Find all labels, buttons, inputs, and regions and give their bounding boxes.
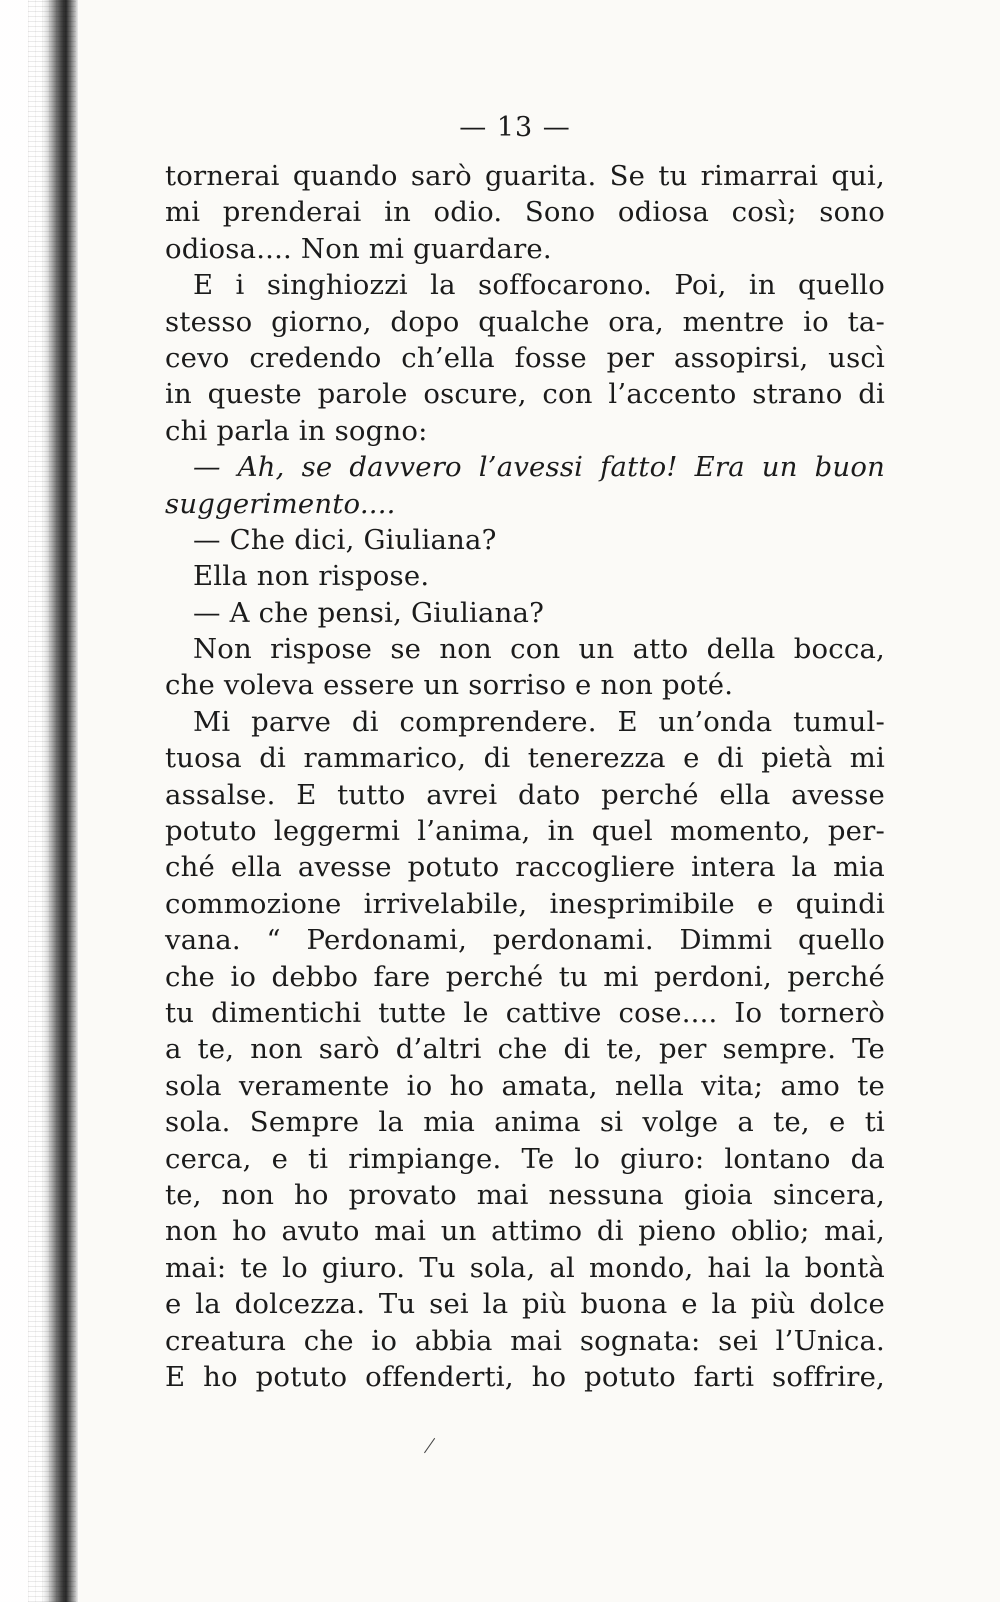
text-line: sola. Sempre la mia anima si volge a te, e ti <box>165 1106 885 1139</box>
text-line: che voleva essere un sorriso e non poté. <box>165 669 734 702</box>
text-line: sola veramente io ho amata, nella vita; amo te <box>165 1069 885 1102</box>
text-line: E i singhiozzi la soffocarono. Poi, in quello <box>193 269 885 302</box>
text-line: assalse. E tutto avrei dato perché ella avesse <box>165 778 885 811</box>
text-line: tornerai quando sarò guarita. Se tu rimarrai qui, <box>165 160 885 192</box>
text-line: e la dolcezza. Tu sei la più buona e la più dolce <box>165 1288 885 1321</box>
text-line: potuto leggermi l’anima, in quel momento, per- <box>165 815 885 848</box>
text-line: ché ella avesse potuto raccogliere intera la mia <box>165 851 885 884</box>
text-line: mai: te lo giuro. Tu sola, al mondo, hai la bontà <box>165 1251 885 1284</box>
text-line: in queste parole oscure, con l’accento strano di <box>165 378 885 411</box>
text-line: — Ah, se davvero l’avessi fatto! Era un buon <box>193 451 885 484</box>
text-line: tu dimentichi tutte le cattive cose.... Io tornerò <box>165 996 885 1029</box>
text-line: Ella non rispose. <box>193 560 430 593</box>
text-line: cevo credendo ch’ella fosse per assopirsi, uscì <box>165 341 885 374</box>
text-line: Mi parve di comprendere. E un’onda tumul- <box>193 705 885 738</box>
text-line: suggerimento.... <box>165 487 396 520</box>
text-line: te, non ho provato mai nessuna gioia sincera, <box>165 1178 885 1211</box>
scan-binding-noise <box>28 0 76 1602</box>
text-line: mi prenderai in odio. Sono odiosa così; sono <box>165 196 885 229</box>
text-line: — Che dici, Giuliana? <box>193 523 497 556</box>
body-text <box>165 158 885 1395</box>
text-line: commozione irrivelabile, inesprimibile e quindi <box>165 887 885 920</box>
text-line: non ho avuto mai un attimo di pieno oblio; mai, <box>165 1215 885 1248</box>
text-line: creatura che io abbia mai sognata: sei l’Unica. <box>165 1324 885 1357</box>
text-line: a te, non sarò d’altri che di te, per sempre. Te <box>165 1033 885 1066</box>
text-line: chi parla in sogno: <box>165 414 428 447</box>
text-line: tuosa di rammarico, di tenerezza e di pietà mi <box>165 742 885 775</box>
text-line: cerca, e ti rimpiange. Te lo giuro: lontano da <box>165 1142 885 1175</box>
text-line: odiosa.... Non mi guardare. <box>165 232 552 265</box>
text-line: — A che pensi, Giuliana? <box>193 596 545 629</box>
text-line: che io debbo fare perché tu mi perdoni, perché <box>165 960 885 993</box>
text-line: vana. “ Perdonami, perdonami. Dimmi quello <box>165 924 885 957</box>
stray-ink-mark <box>424 1438 445 1460</box>
text-line: Non rispose se non con un atto della bocca, <box>193 633 885 666</box>
text-line: E ho potuto offenderti, ho potuto farti soffrire, <box>165 1360 885 1393</box>
page-number: — 13 — <box>459 112 571 143</box>
text-line: stesso giorno, dopo qualche ora, mentre io ta- <box>165 305 885 338</box>
